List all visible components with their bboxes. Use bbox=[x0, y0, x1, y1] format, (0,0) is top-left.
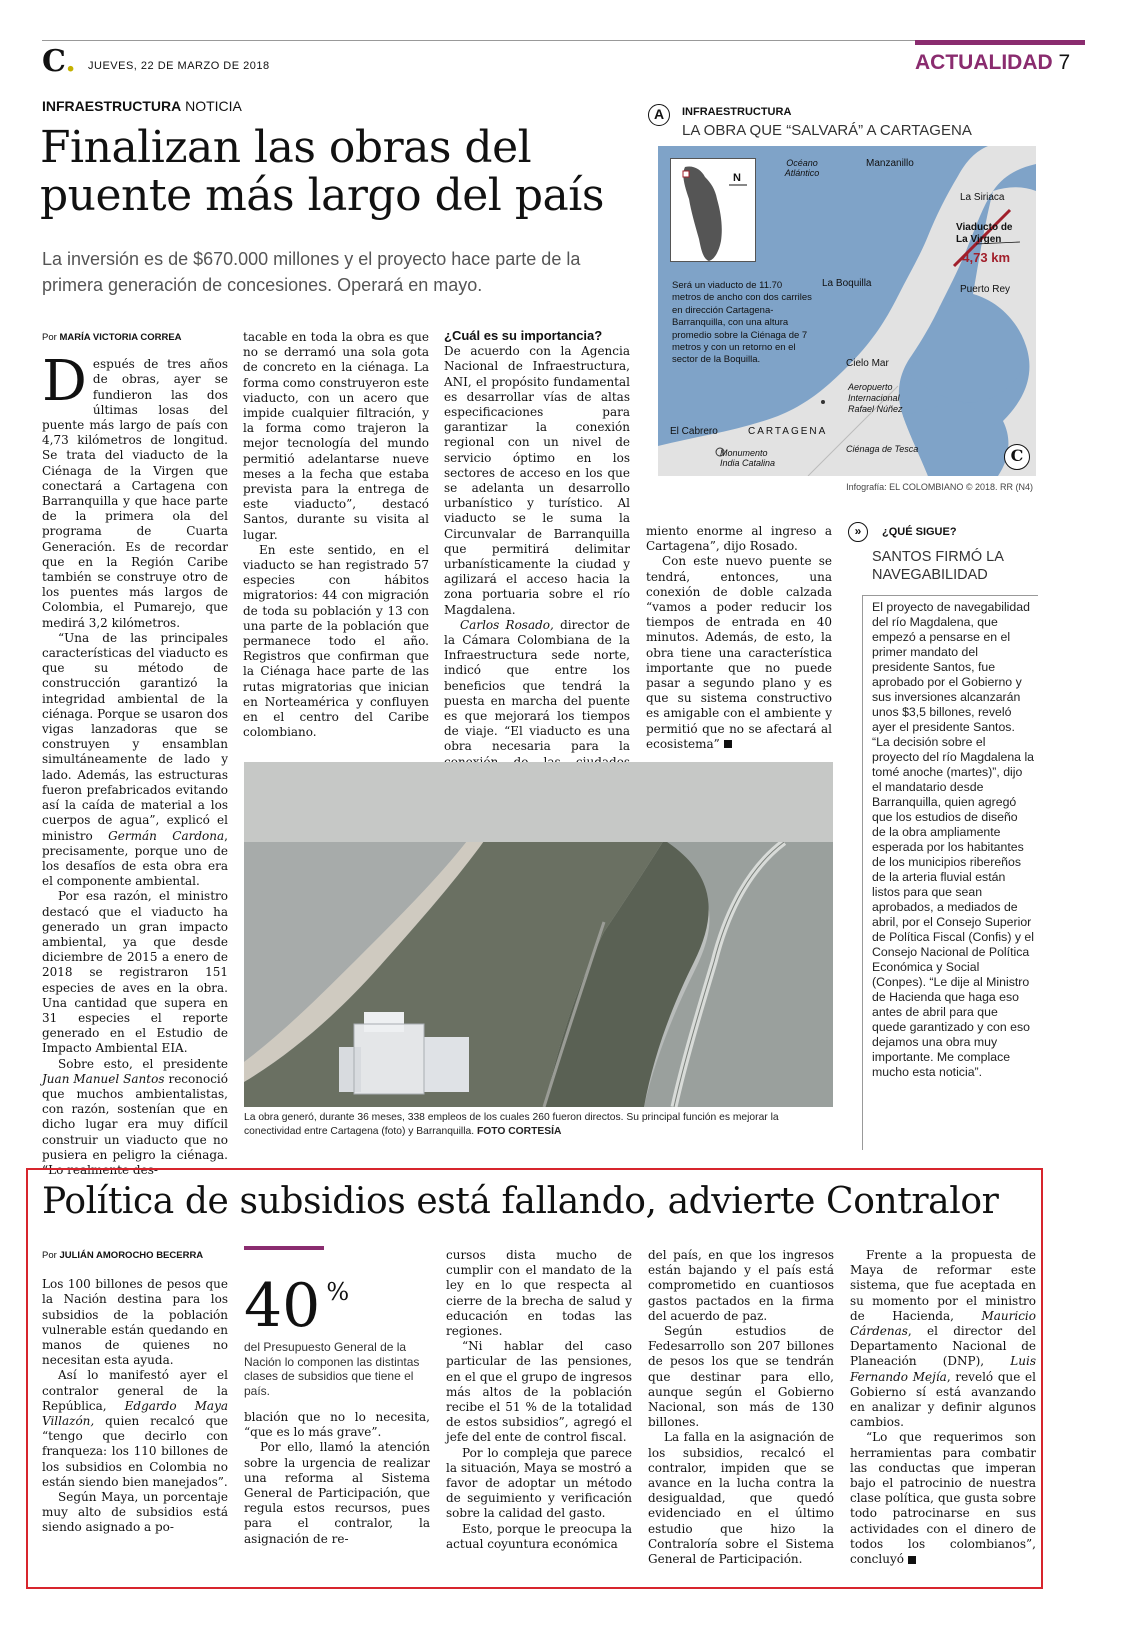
section-header bbox=[915, 40, 1085, 75]
sidebar-title: SANTOS FIRMÓ LA NAVEGABILIDAD bbox=[872, 549, 1004, 583]
article-subsidies bbox=[26, 1168, 1043, 1589]
label-viaduct: Viaducto de La Virgen bbox=[956, 222, 1013, 245]
label-cienaga-tesca: Ciénaga de Tesca bbox=[846, 444, 919, 454]
issue-date: JUEVES, 22 DE MARZO DE 2018 bbox=[88, 60, 270, 72]
kicker-type: NOTICIA bbox=[185, 98, 242, 114]
masthead bbox=[42, 40, 1085, 80]
north-indicator: N bbox=[733, 172, 741, 184]
person-name: Germán Cardona bbox=[108, 828, 225, 843]
section-subhead: ¿Cuál es su importancia? bbox=[444, 328, 603, 343]
infographic-icon: A bbox=[648, 104, 670, 126]
newspaper-logo: C. bbox=[42, 44, 76, 79]
infographic bbox=[648, 100, 1037, 500]
figure-accent-bar bbox=[244, 1246, 324, 1250]
article2-column-3: cursos dista mucho de cumplir con el mandato de la ley en lo que respecta al cierre de la brecha de salud y educación en todas las regiones. “Ni hablar del caso particular de las pensiones, en el que el grupo de ingresos más altos de la población recibe el 51 % de la totalidad de estos subsidios”, agregó el jefe del ente de control fiscal. Por lo compleja que parece la situación, Maya se mostró a favor de adoptar un método de seguimiento y verificación sobre la calidad del gasto. Esto, porque le preocupa la actual coyuntura económica bbox=[446, 1248, 632, 1551]
key-figure bbox=[244, 1246, 424, 1398]
section-name: ACTUALIDAD 7 bbox=[915, 51, 1071, 74]
dropcap: D bbox=[42, 349, 87, 415]
label-viaduct-length: 4,73 km bbox=[962, 250, 1010, 265]
section-color-bar bbox=[915, 40, 1085, 45]
label-cielo-mar: Cielo Mar bbox=[846, 358, 889, 369]
article-column-3: ¿Cuál es su importancia? De acuerdo con la Agencia Nacional de Infraestructura, ANI, el propósito fundamental es desarrollar vías de altas especificaciones para garantizar la conexión regional con un nivel de servicio óptimo en los sectores de acceso en los que se adelanta un desarrollo urbanístico y turístico. Al viaducto se le suma la Circunvalar de Barranquilla que permitirá delimitar urbanísticamente la ciudad y agilizará el acceso hacia la zona portuaria sobre el río Magdalena. Carlos Rosado, director de la Cámara Colombiana de la Infraestructura sede norte, indicó que entre los beneficios que tendrá la puesta en marcha del puente es que mejorará los tiempos de viaje. “El viaducto es una obra necesaria para la bbox=[444, 328, 630, 754]
infographic-credit: Infografía: EL COLOMBIANO © 2018. RR (N4) bbox=[846, 482, 1033, 492]
person-name: Luis Fernando Mejía bbox=[850, 1354, 1036, 1384]
article2-headline: Política de subsidios está fallando, advierte Contralor bbox=[42, 1181, 999, 1222]
author-name: MARÍA VICTORIA CORREA bbox=[59, 332, 182, 343]
byline: Por MARÍA VICTORIA CORREA bbox=[42, 332, 182, 343]
label-la-siriaca: La Siriaca bbox=[960, 192, 1005, 203]
figure-unit: % bbox=[326, 1278, 350, 1306]
article2-column-1: Por JULIÁN AMOROCHO BECERRA Los 100 billones de pesos que la Nación destina para los subsidios de la población vulnerable están quedando en manos de quienes no necesitan esta ayuda. Así lo manifestó ayer el contralor general de la República, Edgardo Maya Villazón, quien recalcó que “tengo que decirlo con franqueza: los 110 billones de los subsidios en Colombia no están siendo bien manejados”. Según Maya, un porcentaje muy alto de subsidios está siendo asignado a po- bbox=[42, 1250, 228, 1535]
figure-number: 40 % bbox=[244, 1271, 350, 1341]
article-column-2: tacable en toda la obra es que no se derramó una sola gota de concreto en la ciénaga. La forma como construyeron este viaducto, con un acero que impide cualquier filtración, y la forma como trajeron la mejor tecnología del mundo permitió adelantarse nueve meses a la fecha que estaba prevista para la entrega de este viaducto”, destacó Santos, durante su visita al lugar. En este sentido, en el viaducto se han registrado 57 especies con hábitos migratorios: 44 con migración de toda su población y 13 con una parte de la población que permanece todo el año. Registros que confirman que la Ciénaga hace parte de las rutas migratorias que inician en Norteamérica y confluyen en el centro del Caribe colombiano. bbox=[243, 330, 429, 740]
person-name: Carlos Rosado, bbox=[460, 617, 554, 632]
sidebar-body: El proyecto de navegabilidad del río Magdalena, que empezó a pensarse en el primer mandato del presidente Santos, fue aprobado por el Gobierno y sus inversiones alcanzarán unos $3,5 billones, reveló ayer el presidente Santos. “La decisión sobre el proyecto del río Magdalena la tomé anoche (martes)”, dijo el mandatario desde Barranquilla, quien agregó que los estudios de diseño de la obra ampliamente esperada por los habitantes de los municipios ribereños de la arteria fluvial están listos para que sean aprobados, a mediados de abril, por el Consejo Superior de Política Fiscal (Confis) y el Consejo Nacional de Política Económica y Social (Conpes). “Le dije al Ministro de Hacienda que haga eso antes de abril para que quede garantizado y con eso dejamos una obra muy importante. Me complace mucho esta noticia”. bbox=[872, 600, 1035, 1079]
article-subhead: La inversión es de $670.000 millones y el proyecto hace parte de la primera generación de concesiones. Operará en mayo. bbox=[42, 249, 581, 295]
label-el-cabrero: El Cabrero bbox=[670, 426, 718, 437]
sidebar-rule bbox=[862, 595, 1038, 596]
map bbox=[658, 146, 1036, 476]
inset-map-graphic bbox=[671, 159, 757, 263]
byline: Por JULIÁN AMOROCHO BECERRA bbox=[42, 1250, 204, 1261]
photo-credit: FOTO CORTESÍA bbox=[476, 1126, 562, 1137]
end-of-article-mark bbox=[724, 740, 732, 748]
map-inset bbox=[670, 158, 756, 262]
article2-column-2: blación que no lo necesita, “que es lo más grave”. Por ello, llamó la atención sobre la urgencia de realizar una reforma al Sistema General de Participación, que regula estos recursos, pues para el contralor, la asignación de re- bbox=[244, 1410, 430, 1546]
chevron-right-icon: » bbox=[848, 522, 868, 542]
label-manzanillo: Manzanillo bbox=[866, 158, 914, 169]
label-puerto-rey: Puerto Rey bbox=[960, 284, 1011, 295]
label-la-boquilla: La Boquilla bbox=[822, 278, 872, 289]
article2-column-5: Frente a la propuesta de Maya de reformar este sistema, que fue aceptada en su momento por el ministro de Hacienda, Mauricio Cárdenas, el director del Departamento Nacional de Planeación (DNP), Luis Fernando Mejía, reveló que el Gobierno sí está avanzando en analizar y definir algunos cambios. “Lo que requerimos son herramientas para combatir las conductas que imperan bajo el patrocinio de nuestra clase política, que gusta sobre todo patrocinarse en sus actividades con el dinero de todos los colombianos”, concluyó bbox=[850, 1248, 1036, 1567]
aerial-photo bbox=[244, 762, 833, 1107]
sidebar-kicker: ¿QUÉ SIGUE? bbox=[882, 526, 957, 538]
article-kicker bbox=[42, 98, 242, 114]
map-description: Será un viaducto de 11.70 metros de ancho con dos carriles en dirección Cartagena-Barranquilla, con una altura promedio sobre la Ciénaga de 7 metros y con un retorno en el sector de la Boquilla. bbox=[672, 280, 812, 366]
label-airport: Aeropuerto Internacional Rafael Núñez bbox=[848, 382, 903, 414]
figure-description: del Presupuesto General de la Nación lo componen las distintas clases de subsidios que tiene el país. bbox=[244, 1340, 420, 1398]
label-cartagena: CARTAGENA bbox=[748, 426, 828, 437]
article2-column-4: del país, en que los ingresos están bajando y el país está comprometido en cuantiosos gastos pactados en la firma del acuerdo de paz. Según estudios de Fedesarrollo son 207 billones de pesos los que se tendrán que destinar para ello, aunque según el Gobierno Nacional, son más de 130 billones. La falla en la asignación de los subsidios, recalcó el contralor, impiden que se avance en la lucha contra la desigualdad, que quedó evidenciado en el último estudio que hizo la Contraloría sobre el Sistema General de Participación. bbox=[648, 1248, 834, 1567]
newspaper-logo-small: C bbox=[1004, 444, 1030, 470]
end-of-article-mark bbox=[908, 1556, 916, 1564]
person-name: Mauricio Cárdenas bbox=[850, 1308, 1036, 1339]
article-headline: Finalizan las obras del puente más largo del país bbox=[40, 122, 604, 221]
kicker-topic: INFRAESTRUCTURA bbox=[42, 98, 182, 114]
article-column-4: miento enorme al ingreso a Cartagena”, dijo Rosado. Con este nuevo puente se tendrá, entonces, una conexión de doble calzada “vamos a poder reducir los tiempos de entrada en 40 minutos. Además, de esto, la obra tiene una característica importante que no puede pasar a segundo plano y es que su sistema constructivo es amigable con el ambiente y permitió que no se afectará al ecosistema” bbox=[646, 524, 832, 751]
page-number: 7 bbox=[1058, 51, 1071, 74]
photo-caption: La obra generó, durante 36 meses, 338 empleos de los cuales 260 fueron directos. Su principal función es mejorar la conectividad entre Cartagena (foto) y Barranquilla. FOTO CORTESÍA bbox=[244, 1112, 779, 1137]
person-name: Juan Manuel Santos bbox=[42, 1071, 165, 1086]
author-name: JULIÁN AMOROCHO BECERRA bbox=[59, 1250, 204, 1261]
person-name: Edgardo Maya Villazón, bbox=[42, 1398, 228, 1429]
article-column-1: Por MARÍA VICTORIA CORREA Después de tres años de obras, ayer se fundieron las dos últimas losas del puente más largo de país con 4,73 kilómetros de longitud. Se trata del viaducto de la Ciénaga de la Virgen que conectará a Cartagena con Barranquilla y que hace parte de la primera ola del programa de Cuarta Generación. Es de recordar que en la Región Caribe también se construye otro de los puentes más largos de Colombia, el Pumarejo, que medirá 3,2 kilómetros. “Una de las principales características del viaducto es que su método de construcción garantizó la integridad ambiental de la ciénaga. Porque se usaron dos vigas lanzadoras que se construyen y ensamblan simultáneamente de lado y lado. Además, las estructuras fueron prefabricados evitando así la caída de material a los cuerpos de agua”, explicó el ministro Germán Cardona, precisamente, porque uno de los desafíos de esta obra era el componente ambiental. Por esa razón, el ministro destacó que el viaducto ha generado un gran impacto ambiental, ya que desde diciembre de 2015 a enero de 2018 se registraron 151 especies de aves en la obra. Una cantidad que supera en 31 especies el reporte generado en el Estudio de Impacto Ambiental EIA. Sobre esto, el presidente Juan Manuel Santos reconoció que muchos ambientalistas, con razón, sostenían que en dicho lugar era muy difícil construir un viaducto que no pusiera en peligro la ciénaga. “Lo realmente des- bbox=[42, 332, 228, 1177]
sidebar bbox=[848, 520, 1038, 1140]
label-monumento: Monumento India Catalina bbox=[720, 448, 776, 468]
label-ocean: Océano Atlántico bbox=[784, 158, 820, 178]
photo-graphic bbox=[244, 762, 833, 1107]
sidebar-vertical-rule bbox=[862, 595, 863, 1150]
infographic-kicker: INFRAESTRUCTURA bbox=[682, 106, 792, 118]
infographic-title: LA OBRA QUE “SALVARÁ” A CARTAGENA bbox=[682, 122, 972, 139]
